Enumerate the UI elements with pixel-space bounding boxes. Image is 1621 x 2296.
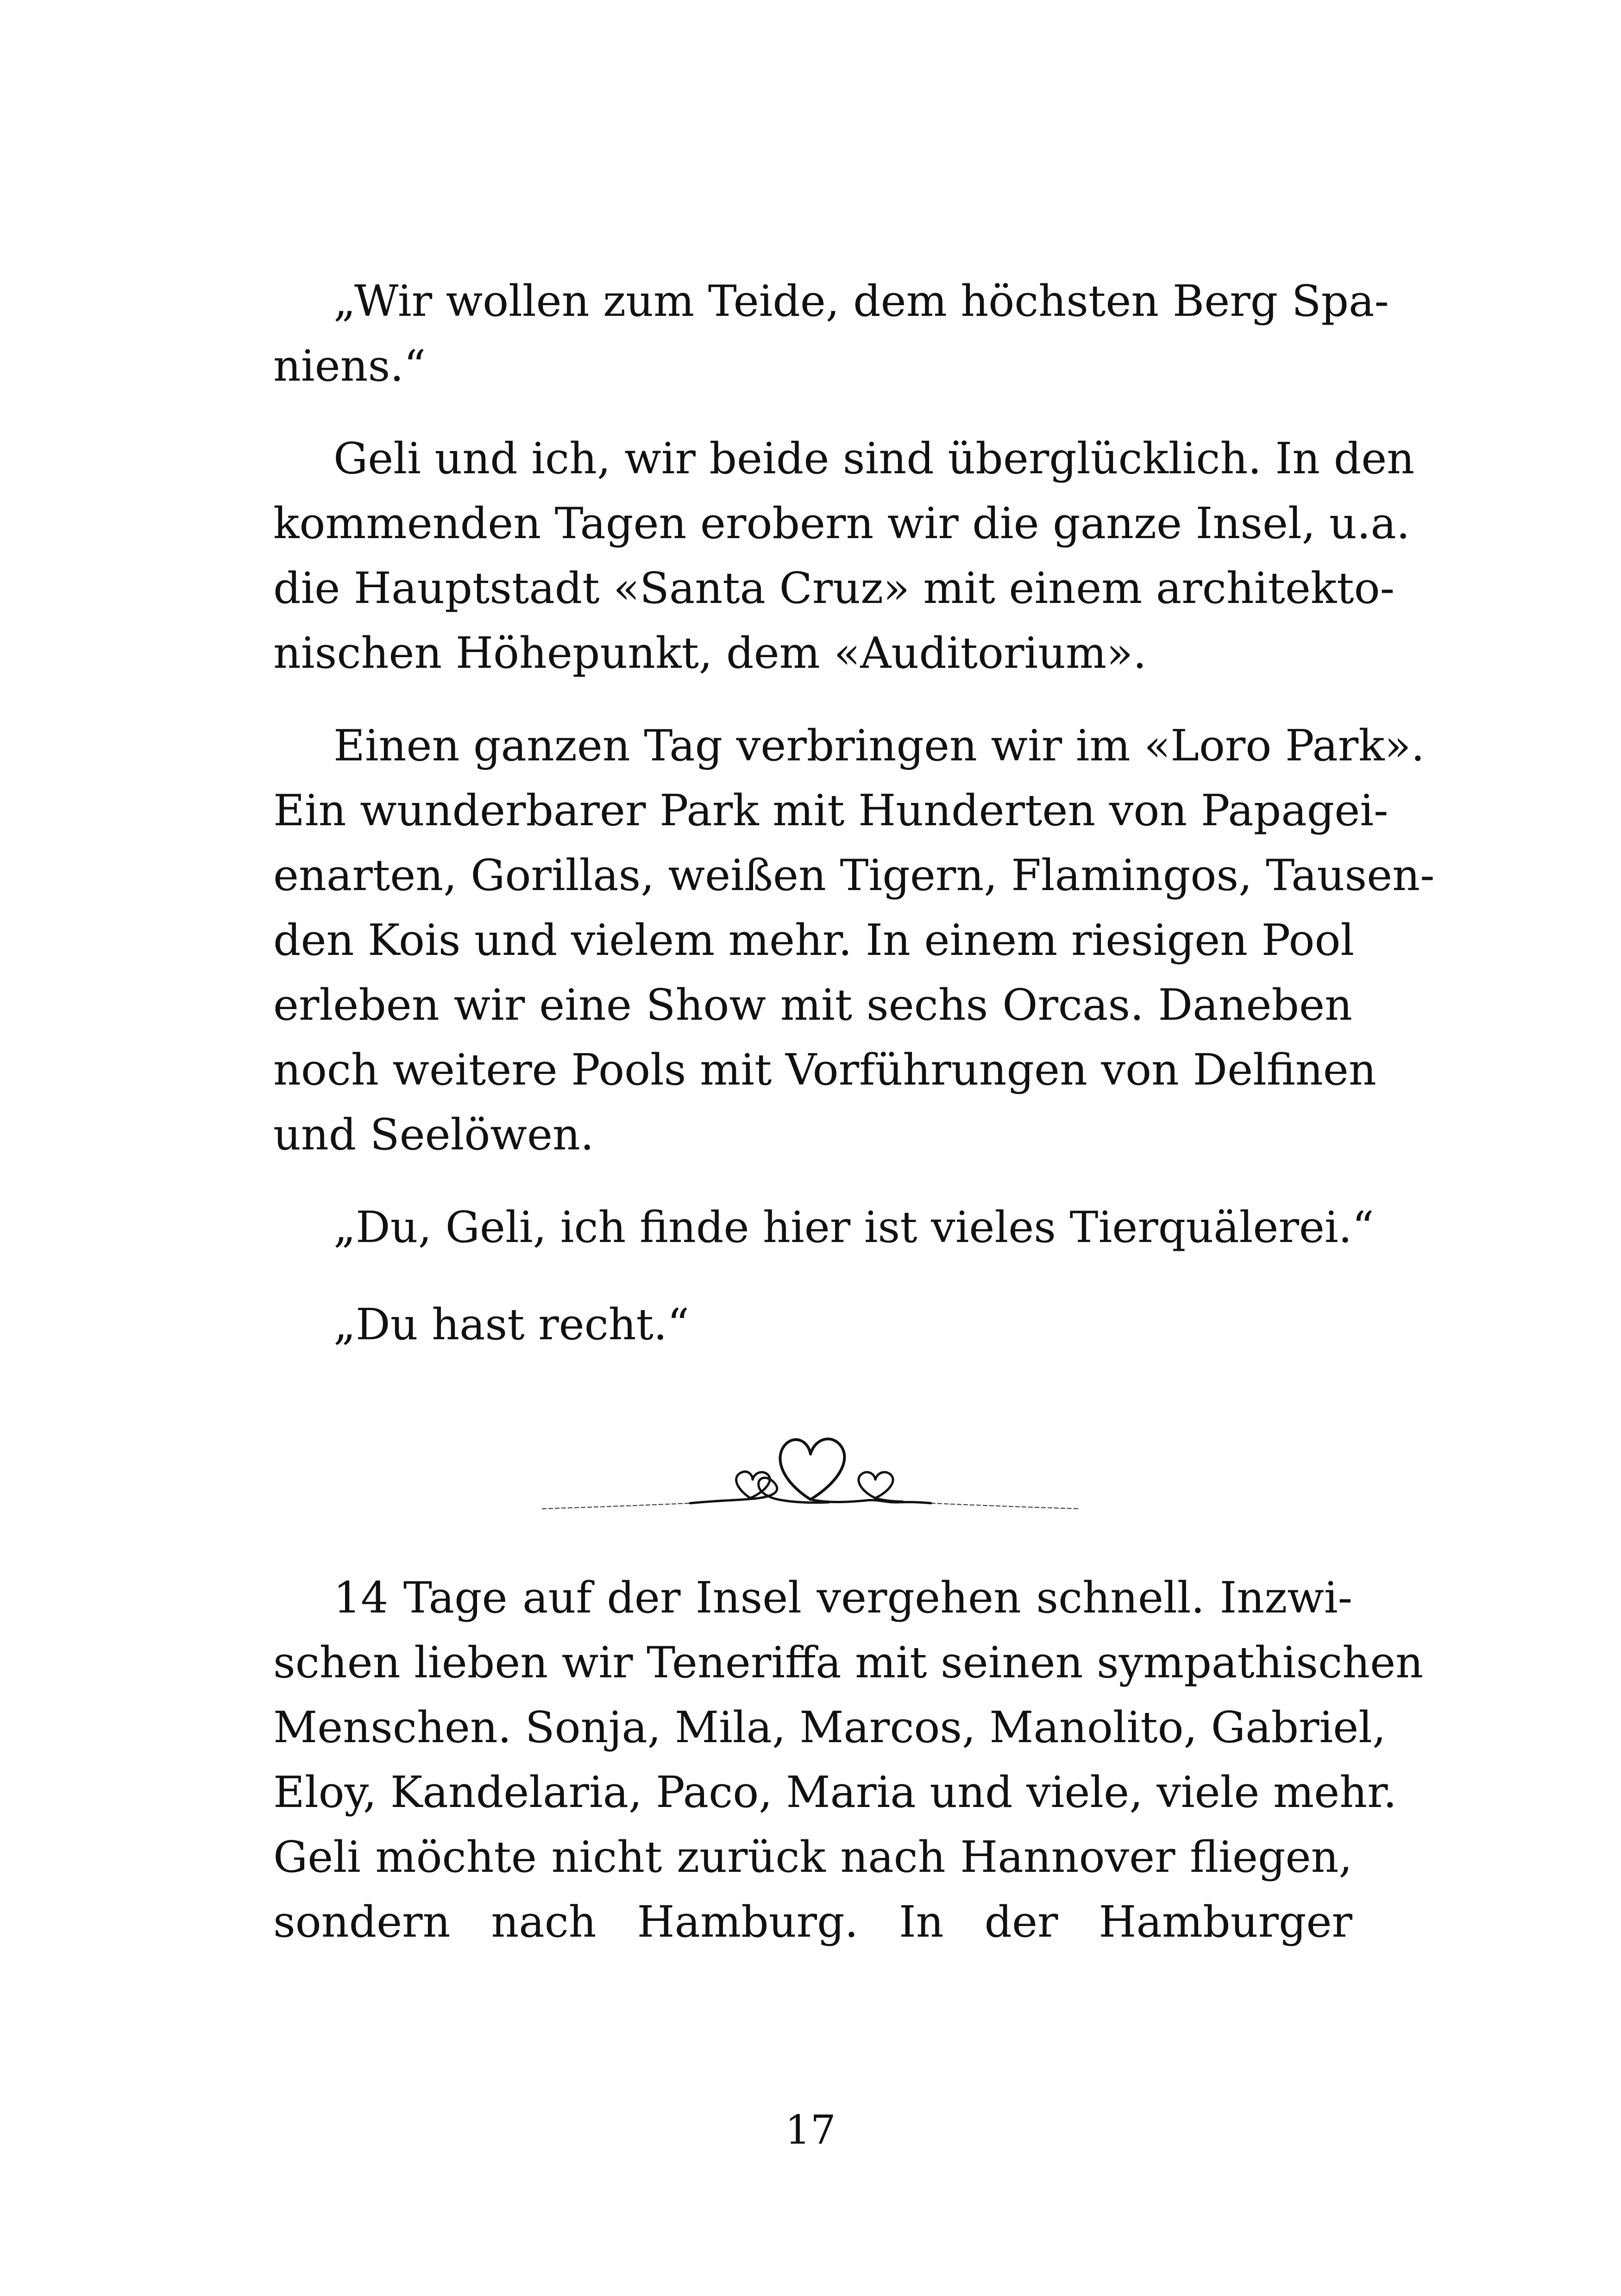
text-line: erleben wir eine Show mit sechs Orcas. Daneben [273, 980, 1352, 1030]
text-line: noch weitere Pools mit Vorführungen von Delfinen [273, 1045, 1376, 1095]
text-line: „Du, Geli, ich finde hier ist vieles Tierquälerei.“ [333, 1202, 1374, 1252]
text-line: nischen Höhepunkt, dem «Auditorium». [273, 628, 1147, 678]
text-line: Menschen. Sonja, Mila, Marcos, Manolito, Gabriel, [273, 1702, 1386, 1752]
text-line: Einen ganzen Tag verbringen wir im «Loro Park». [333, 721, 1425, 771]
page-number: 17 [785, 2107, 836, 2153]
text-line: und Seelöwen. [273, 1110, 594, 1160]
text-line: Geli möchte nicht zurück nach Hannover fliegen, [273, 1832, 1352, 1882]
text-line: Eloy, Kandelaria, Paco, Maria und viele, viele mehr. [273, 1767, 1397, 1817]
hearts-divider-icon [533, 1408, 1088, 1519]
text-line: schen lieben wir Teneriffa mit seinen sympathischen [273, 1637, 1424, 1687]
text-line: „Du hast recht.“ [333, 1299, 690, 1349]
text-line: die Hauptstadt «Santa Cruz» mit einem architekto- [273, 563, 1395, 613]
text-line: enarten, Gorillas, weißen Tigern, Flamingos, Tausen- [273, 850, 1435, 900]
text-line: den Kois und vielem mehr. In einem riesigen Pool [273, 915, 1355, 965]
text-line: kommenden Tagen erobern wir die ganze Insel, u.a. [273, 498, 1410, 548]
text-line: Ein wunderbarer Park mit Hunderten von Papagei- [273, 785, 1389, 835]
text-line: niens.“ [273, 341, 426, 391]
text-line: Geli und ich, wir beide sind überglücklich. In den [333, 433, 1415, 483]
text-line: „Wir wollen zum Teide, dem höchsten Berg Spa- [333, 276, 1389, 326]
text-line: sondern nach Hamburg. In der Hamburger [273, 1897, 1352, 1947]
text-line: 14 Tage auf der Insel vergehen schnell. Inzwi- [333, 1573, 1352, 1623]
